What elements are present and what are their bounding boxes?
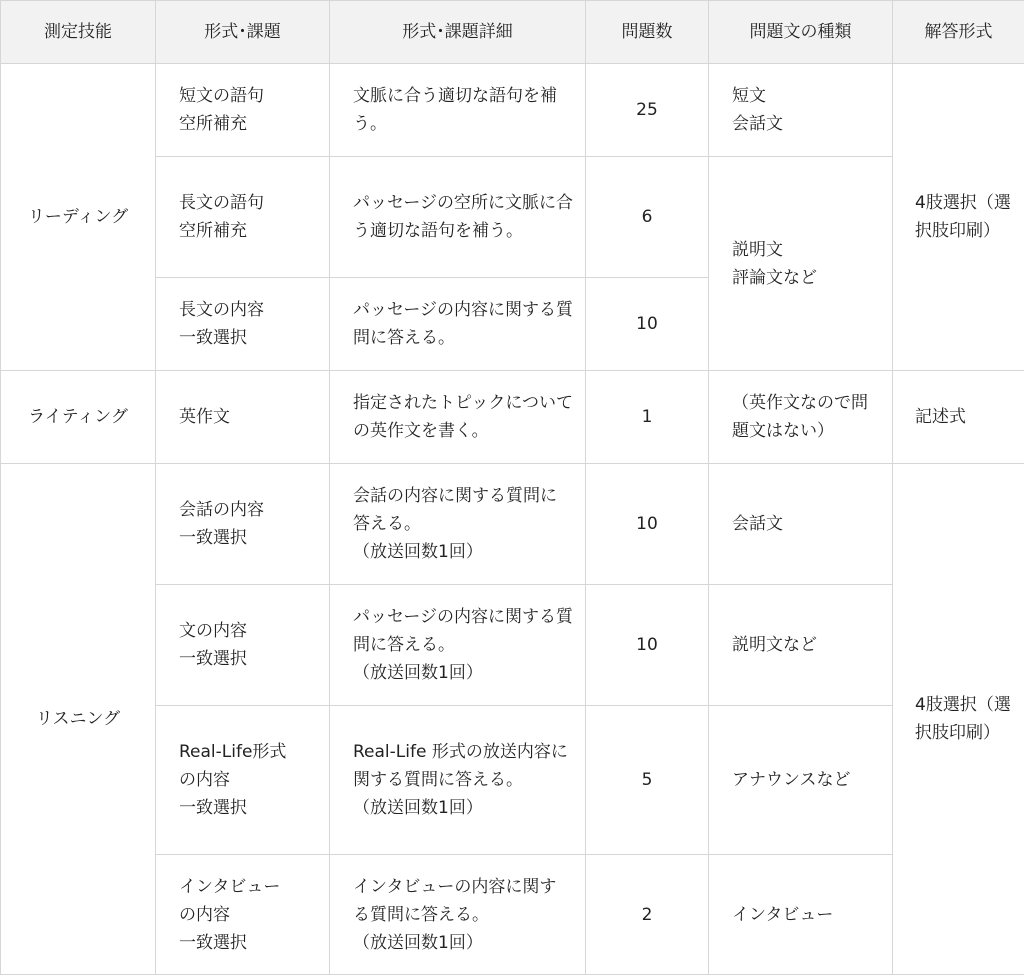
detail-text: パッセージの空所に文脈に合う適切な語句を補う。 (353, 193, 573, 241)
type-text: 短文の語句 空所補充 (179, 86, 264, 134)
table-row (1, 64, 1024, 157)
skill-listening: リスニング (1, 464, 156, 975)
type-cell (156, 855, 330, 975)
text-kind-cell (709, 464, 893, 585)
answer-format-writing: 記述式 (893, 371, 1024, 464)
detail-cell (330, 855, 586, 975)
detail-text: 指定されたトピックについての英作文を書く。 (353, 393, 573, 441)
detail-cell (330, 371, 586, 464)
type-cell (156, 157, 330, 278)
header-text-kind: 問題文の種類 (709, 1, 893, 64)
text-kind-cell (709, 585, 893, 706)
header-detail: 形式･課題詳細 (330, 1, 586, 64)
type-text: 会話の内容 一致選択 (179, 500, 264, 548)
header-count: 問題数 (586, 1, 709, 64)
text-kind-cell (709, 157, 893, 371)
type-cell (156, 278, 330, 371)
count-cell: 5 (586, 706, 709, 855)
detail-text: Real-Life 形式の放送内容に関する質問に答える。 （放送回数1回） (353, 742, 568, 818)
detail-cell (330, 464, 586, 585)
detail-cell (330, 706, 586, 855)
type-cell (156, 585, 330, 706)
table-header-row (1, 1, 1024, 64)
count-cell: 10 (586, 278, 709, 371)
detail-text: パッセージの内容に関する質問に答える。 （放送回数1回） (353, 607, 573, 683)
table-row (1, 371, 1024, 464)
header-skill: 測定技能 (1, 1, 156, 64)
type-cell (156, 64, 330, 157)
header-type: 形式･課題 (156, 1, 330, 64)
skill-writing: ライティング (1, 371, 156, 464)
text-kind-text: インタビュー (732, 904, 834, 925)
detail-cell (330, 585, 586, 706)
answer-format-reading: 4肢選択（選択肢印刷） (893, 64, 1024, 371)
count-cell: 6 (586, 157, 709, 278)
text-kind-text: アナウンスなど (732, 770, 851, 790)
text-kind-text: 会話文 (732, 514, 783, 534)
count-cell: 10 (586, 585, 709, 706)
detail-text: 文脈に合う適切な語句を補う。 (353, 86, 557, 134)
detail-cell (330, 157, 586, 278)
answer-format-listening: 4肢選択（選択肢印刷） (893, 464, 1024, 975)
count-cell: 1 (586, 371, 709, 464)
type-text: 文の内容 一致選択 (179, 621, 247, 669)
type-text: 長文の内容 一致選択 (179, 300, 264, 348)
count-cell: 10 (586, 464, 709, 585)
header-answer-format: 解答形式 (893, 1, 1024, 64)
text-kind-text: 説明文など (732, 635, 817, 655)
count-cell: 25 (586, 64, 709, 157)
type-text: Real-Life形式 の内容 一致選択 (179, 742, 287, 818)
type-text: 英作文 (179, 407, 230, 427)
text-kind-cell (709, 64, 893, 157)
text-kind-text: （英作文なので問題文はない） (732, 393, 868, 441)
type-cell (156, 706, 330, 855)
detail-text: インタビューの内容に関する質問に答える。 （放送回数1回） (353, 876, 557, 953)
detail-cell (330, 64, 586, 157)
type-cell (156, 464, 330, 585)
detail-text: パッセージの内容に関する質問に答える。 (353, 300, 573, 348)
text-kind-cell (709, 371, 893, 464)
text-kind-cell (709, 855, 893, 975)
type-cell (156, 371, 330, 464)
table-row (1, 464, 1024, 585)
count-cell: 2 (586, 855, 709, 975)
skill-reading: リーディング (1, 64, 156, 371)
type-text: インタビュー の内容 一致選択 (179, 876, 281, 953)
detail-cell (330, 278, 586, 371)
type-text: 長文の語句 空所補充 (179, 193, 264, 241)
text-kind-text: 説明文 評論文など (732, 239, 817, 288)
text-kind-text: 短文 会話文 (732, 86, 783, 134)
detail-text: 会話の内容に関する質問に答える。 （放送回数1回） (353, 486, 557, 562)
text-kind-cell (709, 706, 893, 855)
